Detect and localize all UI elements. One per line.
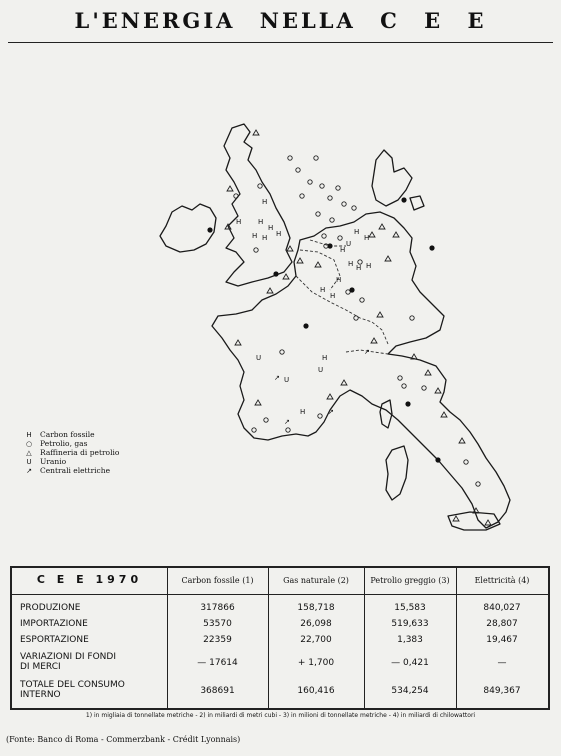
row-label-line: TOTALE DEL CONSUMO <box>20 680 125 690</box>
table-cell: 1,383 <box>397 635 423 645</box>
sardinia-outline <box>386 446 408 500</box>
legend-item <box>18 430 119 439</box>
table-header-rule <box>12 594 548 595</box>
table-cell: 22359 <box>203 635 232 645</box>
svg-text:H: H <box>258 218 264 226</box>
svg-text:U: U <box>318 366 324 374</box>
svg-text:H: H <box>300 408 306 416</box>
ireland-outline <box>160 204 216 252</box>
column-header: Elettricità (4) <box>474 576 530 585</box>
oil-gas-icon: ○ <box>25 439 33 448</box>
svg-text:H: H <box>236 218 242 226</box>
refinery-icon: △ <box>26 448 32 457</box>
svg-text:H: H <box>322 354 328 362</box>
legend-item <box>18 439 119 448</box>
legend-item <box>18 466 119 475</box>
table-cell: 158,718 <box>297 603 335 613</box>
svg-text:↗: ↗ <box>328 408 334 416</box>
row-label-line: VARIAZIONI DI FONDI <box>20 652 116 662</box>
table-cell: 317866 <box>200 603 235 613</box>
table-cell: 53570 <box>203 619 232 629</box>
svg-text:H: H <box>340 246 346 254</box>
legend-item <box>18 457 119 466</box>
table-cell: 19,467 <box>486 635 518 645</box>
table-cell: 15,583 <box>394 603 426 613</box>
row-label: PRODUZIONE <box>20 603 81 613</box>
legend-item <box>18 448 119 457</box>
table-cell: 840,027 <box>483 603 521 613</box>
svg-text:H: H <box>364 234 370 242</box>
svg-text:U: U <box>346 240 352 248</box>
table-cell: 519,633 <box>391 619 429 629</box>
row-label <box>20 680 125 700</box>
table-cell: 28,807 <box>486 619 518 629</box>
border-france-germany <box>296 276 388 344</box>
column-header: Petrolio greggio (3) <box>370 576 450 585</box>
svg-text:↗: ↗ <box>284 418 290 426</box>
table-footnote: 1) in migliaia di tonnellate metriche - 2) in miliardi di metri cubi - 3) in milioni di tonnellate metriche - 4) in miliardi di chilowattori <box>85 712 476 719</box>
power-plant-icon: ↗ <box>26 466 32 475</box>
table-cell: 368691 <box>200 686 235 696</box>
svg-text:H: H <box>320 286 326 294</box>
continent-outline <box>212 212 510 528</box>
map-legend <box>18 430 119 475</box>
svg-text:H: H <box>262 198 268 206</box>
energy-table <box>10 566 550 710</box>
svg-text:U: U <box>284 376 290 384</box>
uranium-icon: U <box>26 457 32 466</box>
svg-text:H: H <box>348 260 354 268</box>
page-title: L'ENERGIA NELLA C E E <box>74 8 487 33</box>
svg-text:H: H <box>252 232 258 240</box>
border-benelux <box>300 250 340 290</box>
table-cell: 849,367 <box>483 686 521 696</box>
legend-label: Uranio <box>40 457 67 466</box>
table-cell: 534,254 <box>391 686 429 696</box>
table-cell: + 1,700 <box>297 658 335 668</box>
table-cell: 160,416 <box>297 686 335 696</box>
svg-text:H: H <box>268 224 274 232</box>
table-cell: 26,098 <box>300 619 332 629</box>
svg-text:H: H <box>366 262 372 270</box>
table-cell: — 17614 <box>197 658 238 668</box>
danish-island-outline <box>410 196 424 210</box>
table-cell: — 0,421 <box>391 658 429 668</box>
svg-text:H: H <box>336 276 342 284</box>
svg-text:U: U <box>256 354 262 362</box>
row-label-line: DI MERCI <box>20 662 61 672</box>
column-header: Gas naturale (2) <box>283 576 349 585</box>
row-label <box>20 652 116 672</box>
svg-text:↗: ↗ <box>274 374 280 382</box>
coal-icon: H <box>26 430 32 439</box>
svg-text:↗: ↗ <box>364 348 370 356</box>
table-title: C E E 1970 <box>36 573 143 586</box>
row-label: ESPORTAZIONE <box>20 635 89 645</box>
svg-text:H: H <box>356 264 362 272</box>
legend-label: Carbon fossile <box>40 430 95 439</box>
row-label-line: INTERNO <box>20 690 61 700</box>
svg-text:H: H <box>354 228 360 236</box>
source-credit: (Fonte: Banco di Roma - Commerzbank - Crédit Lyonnais) <box>6 735 241 744</box>
column-header: Carbon fossile (1) <box>181 576 254 585</box>
great-britain-outline <box>224 124 292 286</box>
denmark-outline <box>372 150 412 206</box>
svg-text:H: H <box>276 230 282 238</box>
svg-text:H: H <box>262 234 268 242</box>
row-label: IMPORTAZIONE <box>20 619 88 629</box>
table-cell: — <box>497 658 507 668</box>
legend-label: Raffineria di petrolio <box>40 448 120 457</box>
legend-label: Petrolio, gas <box>40 439 88 448</box>
svg-text:H: H <box>330 292 336 300</box>
legend-label: Centrali elettriche <box>40 466 111 475</box>
table-cell: 22,700 <box>300 635 332 645</box>
